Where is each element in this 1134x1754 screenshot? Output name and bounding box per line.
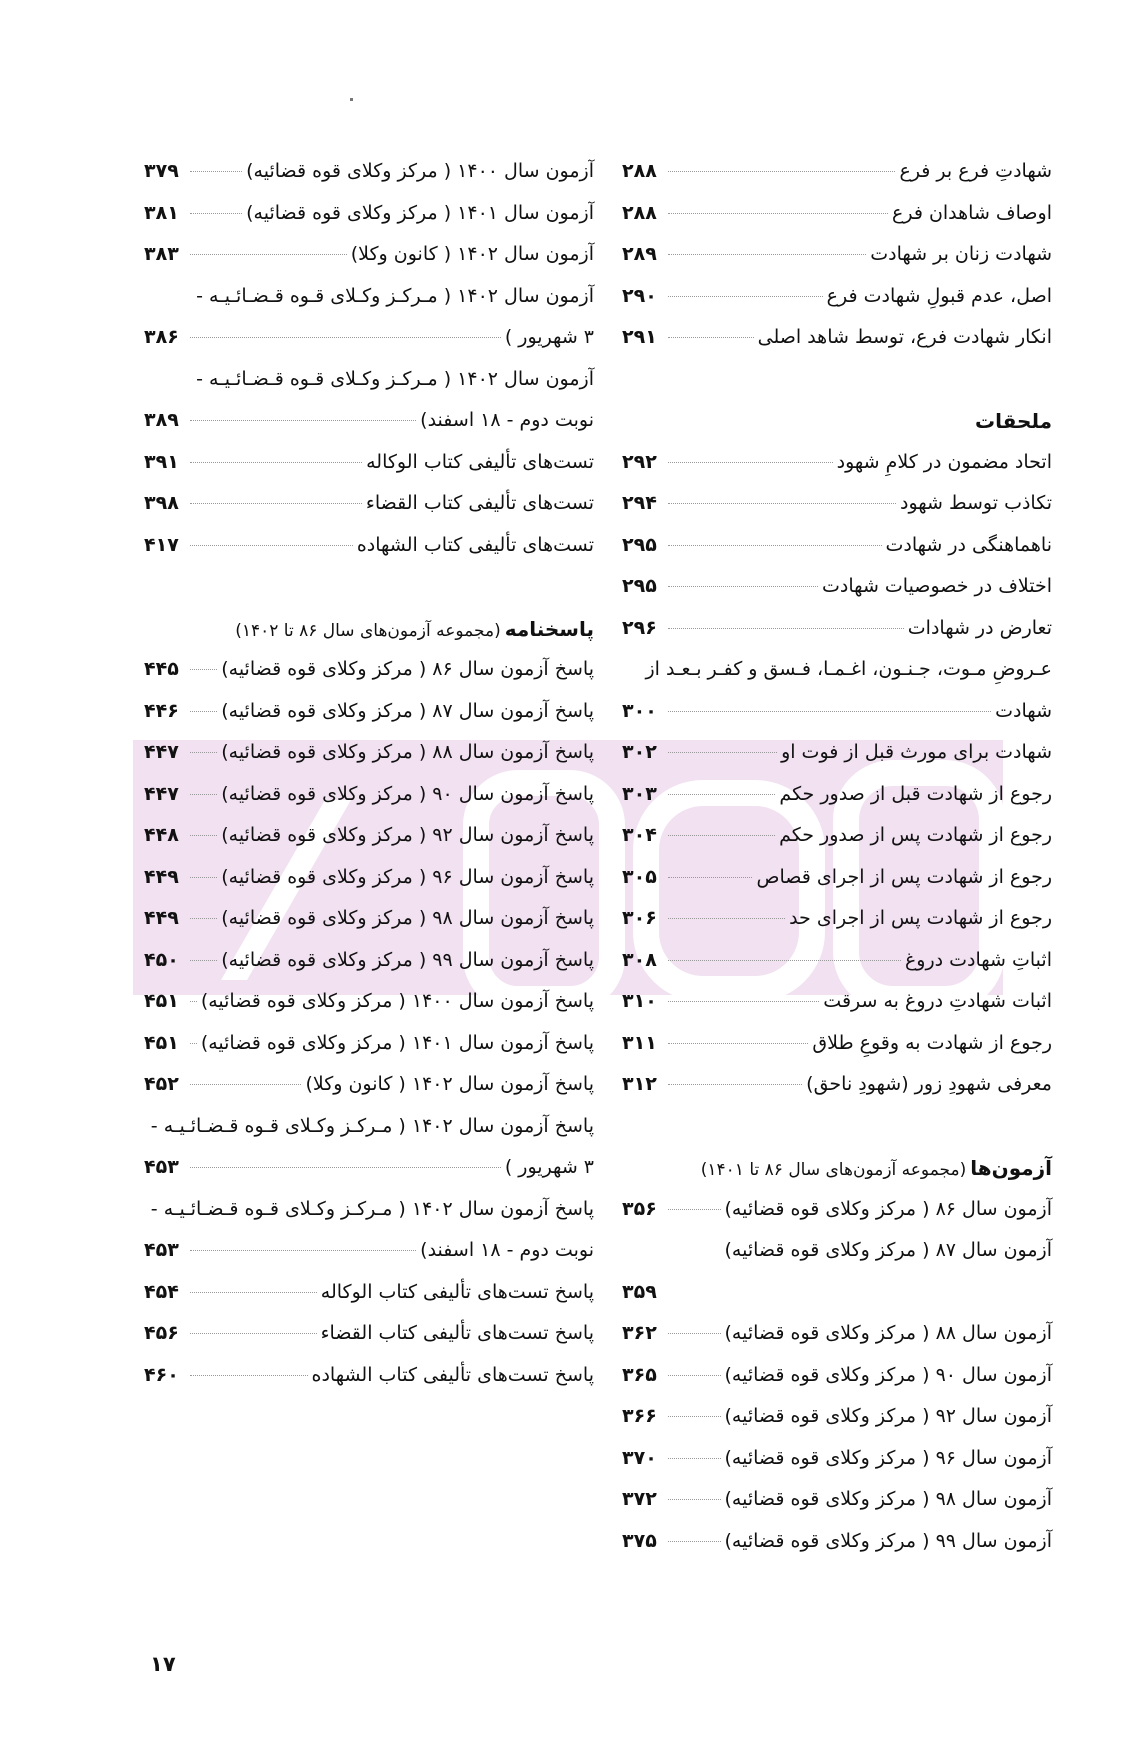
toc-entry-page: ۴۴۹ bbox=[144, 865, 179, 888]
toc-entry[interactable] bbox=[144, 700, 594, 742]
toc-entry-page: ۳۷۲ bbox=[622, 1488, 657, 1510]
toc-entry[interactable] bbox=[622, 326, 1052, 368]
toc-entry-title: رجوع از شهادت پس از اجرای قصاص bbox=[756, 865, 1052, 888]
toc-entry-page: ۳۷۹ bbox=[144, 160, 179, 182]
toc-entry-title: پاسخ آزمون سال ۹۰ ( مرکز وکلای قوه قضائیه) bbox=[221, 782, 594, 805]
dot-leader bbox=[668, 1001, 819, 1002]
toc-entry[interactable] bbox=[622, 1281, 1052, 1323]
toc-entry-title: نوبت دوم - ۱۸ اسفند) bbox=[420, 409, 594, 431]
toc-entry-page: ۳۰۵ bbox=[622, 865, 657, 888]
toc-entry-page: ۳۷۰ bbox=[622, 1446, 657, 1469]
toc-entry-title: پاسخ آزمون سال ۸۷ ( مرکز وکلای قوه قضائیه) bbox=[221, 699, 594, 722]
toc-entry-page: ۲۹۶ bbox=[622, 616, 657, 639]
toc-entry-page: ۲۸۸ bbox=[622, 160, 657, 182]
dot-leader bbox=[668, 1541, 721, 1542]
dot-leader bbox=[668, 213, 888, 214]
dot-leader bbox=[668, 1084, 802, 1085]
dot-leader bbox=[668, 752, 777, 753]
toc-entry[interactable] bbox=[622, 1322, 1052, 1364]
toc-entry[interactable] bbox=[144, 741, 594, 783]
dot-leader bbox=[668, 1333, 721, 1334]
toc-entry-title: رجوع از شهادت قبل از صدور حکم bbox=[779, 782, 1052, 805]
toc-entry[interactable] bbox=[144, 949, 594, 991]
toc-entry-title: عـروضِ مـوت، جـنـون، اغـمـا، فـسق و کفـر بـعـد از bbox=[645, 658, 1052, 680]
dot-leader bbox=[190, 503, 362, 504]
dot-leader bbox=[190, 711, 217, 712]
toc-right-column bbox=[622, 160, 1052, 1571]
dot-leader bbox=[190, 1375, 308, 1376]
toc-entry-title: پاسخ آزمون سال ۹۸ ( مرکز وکلای قوه قضائیه) bbox=[221, 907, 594, 929]
toc-entry-page: ۴۵۶ bbox=[144, 1322, 179, 1344]
toc-entry-page: ۴۴۷ bbox=[144, 741, 179, 763]
toc-entry[interactable] bbox=[622, 243, 1052, 285]
dot-leader bbox=[190, 420, 416, 421]
toc-entry[interactable] bbox=[622, 451, 1052, 493]
toc-entry-title: آزمون سال ۱۴۰۲ ( مـرکـز وکـلای قـوه قـضـائـیـه - bbox=[196, 284, 594, 307]
toc-entry[interactable] bbox=[622, 783, 1052, 825]
dot-leader bbox=[668, 171, 895, 172]
toc-entry-title: آزمون سال ۸۶ ( مرکز وکلای قوه قضائیه) bbox=[724, 1197, 1052, 1220]
toc-entry-page: ۴۵۰ bbox=[144, 948, 179, 971]
toc-entry[interactable] bbox=[144, 907, 594, 949]
toc-entry-page: ۳۱۰ bbox=[622, 990, 657, 1012]
toc-entry[interactable] bbox=[622, 1488, 1052, 1530]
toc-entry-title: شهادت برای مورث قبل از فوت او bbox=[781, 741, 1052, 763]
dot-leader bbox=[190, 1084, 301, 1085]
toc-entry-title: ناهماهنگی در شهادت bbox=[885, 533, 1052, 556]
toc-entry-title: پاسخ تست‌های تألیفی کتاب القضاء bbox=[320, 1322, 594, 1344]
toc-entry[interactable] bbox=[622, 866, 1052, 908]
toc-entry-title: تست‌های تألیفی کتاب الشهاده bbox=[356, 533, 594, 556]
toc-entry[interactable] bbox=[144, 1073, 594, 1115]
toc-entry[interactable] bbox=[622, 285, 1052, 327]
toc-entry[interactable] bbox=[622, 534, 1052, 576]
dot-leader bbox=[190, 669, 217, 670]
toc-entry-page: ۲۹۱ bbox=[622, 326, 657, 348]
toc-entry-page: ۳۰۸ bbox=[622, 948, 657, 971]
toc-entry-page: ۴۶۰ bbox=[144, 1363, 179, 1386]
toc-entry-title: آزمون سال ۹۲ ( مرکز وکلای قوه قضائیه) bbox=[724, 1405, 1052, 1427]
toc-entry-title: پاسخ آزمون سال ۹۹ ( مرکز وکلای قوه قضائیه) bbox=[221, 948, 594, 971]
toc-entry[interactable] bbox=[622, 575, 1052, 617]
toc-entry[interactable] bbox=[622, 1073, 1052, 1115]
toc-entry-title: رجوع از شهادت پس از صدور حکم bbox=[779, 824, 1052, 846]
toc-entry[interactable] bbox=[622, 907, 1052, 949]
toc-entry[interactable] bbox=[622, 160, 1052, 202]
toc-entry-title: آزمون سال ۱۴۰۰ ( مرکز وکلای قوه قضائیه) bbox=[246, 160, 594, 182]
toc-entry-title: پاسخ آزمون سال ۸۶ ( مرکز وکلای قوه قضائیه) bbox=[221, 658, 594, 680]
toc-left-column bbox=[144, 160, 594, 1405]
toc-entry-title: شهادت زنان بر شهادت bbox=[870, 243, 1052, 265]
dot-leader bbox=[668, 918, 785, 919]
toc-entry-title: اثباتِ شهادت دروغ bbox=[904, 948, 1052, 971]
scan-speck bbox=[350, 98, 353, 101]
dot-leader bbox=[190, 960, 217, 961]
toc-entry[interactable] bbox=[144, 783, 594, 825]
toc-entry[interactable] bbox=[622, 741, 1052, 783]
dot-leader bbox=[190, 1333, 317, 1334]
toc-entry[interactable] bbox=[144, 866, 594, 908]
toc-entry[interactable] bbox=[144, 1281, 594, 1323]
dot-leader bbox=[190, 545, 353, 546]
dot-leader bbox=[190, 1043, 197, 1044]
dot-leader bbox=[190, 1167, 501, 1168]
toc-entry-title: شهادتِ فرع بر فرع bbox=[899, 160, 1052, 182]
dot-leader bbox=[668, 337, 754, 338]
toc-entry-page: ۳۰۰ bbox=[622, 699, 657, 722]
dot-leader bbox=[190, 835, 217, 836]
toc-entry-title: ۳ شهریور ) bbox=[504, 326, 594, 348]
dot-leader bbox=[190, 918, 217, 919]
toc-entry[interactable] bbox=[622, 1447, 1052, 1489]
dot-leader bbox=[190, 1292, 317, 1293]
dot-leader bbox=[190, 213, 242, 214]
toc-entry-title: پاسخ آزمون سال ۱۴۰۲ ( کانون وکلا) bbox=[305, 1073, 594, 1095]
dot-leader bbox=[668, 296, 823, 297]
toc-entry[interactable] bbox=[144, 824, 594, 866]
toc-entry-title: اوصاف شاهدان فرع bbox=[892, 201, 1052, 224]
dot-leader bbox=[668, 1458, 721, 1459]
toc-entry[interactable] bbox=[622, 990, 1052, 1032]
toc-entry-page: ۴۵۳ bbox=[144, 1156, 179, 1178]
dot-leader bbox=[190, 1001, 197, 1002]
section-heading-exams bbox=[622, 1156, 1052, 1198]
toc-entry-title: نوبت دوم - ۱۸ اسفند) bbox=[420, 1239, 594, 1261]
toc-entry-page: ۴۴۷ bbox=[144, 782, 179, 805]
dot-leader bbox=[668, 1499, 721, 1500]
dot-leader bbox=[668, 462, 833, 463]
toc-entry[interactable] bbox=[622, 1405, 1052, 1447]
toc-entry[interactable] bbox=[144, 1198, 594, 1240]
toc-entry-page: ۳۶۶ bbox=[622, 1405, 657, 1427]
toc-entry[interactable] bbox=[622, 492, 1052, 534]
toc-entry[interactable] bbox=[622, 1239, 1052, 1281]
dot-leader bbox=[668, 960, 901, 961]
toc-entry[interactable] bbox=[144, 243, 594, 285]
toc-entry-title: پاسخ تست‌های تألیفی کتاب الوکاله bbox=[320, 1280, 594, 1303]
toc-entry-page: ۴۵۱ bbox=[144, 1031, 179, 1054]
toc-entry-page: ۴۴۹ bbox=[144, 907, 179, 929]
dot-leader bbox=[668, 1375, 721, 1376]
toc-entry[interactable] bbox=[144, 1156, 594, 1198]
dot-leader bbox=[668, 503, 896, 504]
toc-entry[interactable] bbox=[144, 451, 594, 493]
dot-leader bbox=[668, 1416, 721, 1417]
section-heading-appendix bbox=[622, 409, 1052, 451]
dot-leader bbox=[668, 1043, 808, 1044]
toc-entry-title: شهادت bbox=[995, 699, 1052, 722]
toc-entry[interactable] bbox=[144, 326, 594, 368]
toc-entry-title: انکار شهادت فرع، توسط شاهد اصلی bbox=[757, 326, 1052, 348]
toc-entry-title: اثبات شهادتِ دروغ به سرقت bbox=[823, 990, 1052, 1012]
toc-entry-page: ۳۸۶ bbox=[144, 326, 179, 348]
toc-entry-page: ۳۸۱ bbox=[144, 201, 179, 224]
dot-leader bbox=[190, 752, 217, 753]
toc-entry-page: ۴۵۴ bbox=[144, 1280, 179, 1303]
toc-entry-title: تعارض در شهادات bbox=[907, 616, 1052, 639]
toc-entry-page: ۳۹۱ bbox=[144, 450, 179, 473]
dot-leader bbox=[190, 794, 217, 795]
toc-entry[interactable] bbox=[144, 1032, 594, 1074]
toc-entry[interactable] bbox=[144, 202, 594, 244]
toc-entry[interactable] bbox=[622, 1530, 1052, 1572]
dot-leader bbox=[668, 1209, 721, 1210]
toc-entry-page: ۳۶۵ bbox=[622, 1363, 657, 1386]
section-title: ملحقات bbox=[975, 409, 1052, 433]
toc-entry-title: آزمون سال ۸۷ ( مرکز وکلای قوه قضائیه) bbox=[724, 1239, 1052, 1261]
dot-leader bbox=[668, 545, 882, 546]
toc-entry-page: ۳۰۲ bbox=[622, 741, 657, 763]
toc-entry[interactable] bbox=[144, 492, 594, 534]
toc-entry-page: ۳۹۸ bbox=[144, 492, 179, 514]
toc-entry-page: ۴۴۸ bbox=[144, 824, 179, 846]
dot-leader bbox=[190, 462, 362, 463]
toc-entry[interactable] bbox=[622, 202, 1052, 244]
toc-entry-page: ۳۸۹ bbox=[144, 409, 179, 431]
toc-entry[interactable] bbox=[144, 409, 594, 451]
toc-entry-page: ۳۰۶ bbox=[622, 907, 657, 929]
dot-leader bbox=[668, 711, 991, 712]
toc-entry-page: ۴۴۶ bbox=[144, 699, 179, 722]
dot-leader bbox=[190, 337, 501, 338]
toc-entry[interactable] bbox=[622, 1364, 1052, 1406]
toc-entry-page: ۳۷۵ bbox=[622, 1529, 657, 1552]
dot-leader bbox=[668, 628, 904, 629]
toc-entry-page: ۳۰۴ bbox=[622, 824, 657, 846]
section-subtitle: (مجموعه آزمون‌های سال ۸۶ تا ۱۴۰۲) bbox=[235, 620, 501, 641]
toc-entry-title: پاسخ تست‌های تألیفی کتاب الشهاده bbox=[311, 1363, 594, 1386]
toc-entry[interactable] bbox=[144, 1322, 594, 1364]
toc-entry-page: ۴۴۵ bbox=[144, 658, 179, 680]
toc-entry[interactable] bbox=[144, 285, 594, 327]
dot-leader bbox=[190, 171, 242, 172]
toc-entry[interactable] bbox=[622, 700, 1052, 742]
page-number: ۱۷ bbox=[150, 1652, 176, 1676]
toc-entry-page: ۳۱۲ bbox=[622, 1073, 657, 1095]
dot-leader bbox=[668, 835, 775, 836]
toc-entry-page: ۴۵۳ bbox=[144, 1239, 179, 1261]
toc-entry-title: تکاذب توسط شهود bbox=[899, 492, 1052, 514]
toc-entry[interactable] bbox=[144, 160, 594, 202]
toc-entry[interactable] bbox=[622, 1032, 1052, 1074]
toc-entry[interactable] bbox=[144, 368, 594, 410]
dot-leader bbox=[668, 794, 775, 795]
toc-entry-title: پاسخ آزمون سال ۹۶ ( مرکز وکلای قوه قضائیه) bbox=[221, 865, 594, 888]
toc-entry-title: پاسخ آزمون سال ۸۸ ( مرکز وکلای قوه قضائیه) bbox=[221, 741, 594, 763]
toc-entry-title: پاسخ آزمون سال ۱۴۰۰ ( مرکز وکلای قوه قضائیه) bbox=[200, 990, 594, 1012]
toc-entry-title: معرفی شهودِ زور (شهودِ ناحق) bbox=[806, 1073, 1052, 1095]
toc-entry-page: ۲۹۵ bbox=[622, 575, 657, 597]
toc-entry-title: آزمون سال ۹۶ ( مرکز وکلای قوه قضائیه) bbox=[724, 1446, 1052, 1469]
toc-entry-title: اصل، عدم قبولِ شهادت فرع bbox=[826, 284, 1052, 307]
toc-entry-page: ۲۹۴ bbox=[622, 492, 657, 514]
toc-entry[interactable] bbox=[144, 1115, 594, 1157]
toc-entry-title: پاسخ آزمون سال ۱۴۰۱ ( مرکز وکلای قوه قضائیه) bbox=[200, 1031, 594, 1054]
toc-entry-page: ۳۸۳ bbox=[144, 243, 179, 265]
toc-entry[interactable] bbox=[622, 949, 1052, 991]
toc-entry[interactable] bbox=[144, 658, 594, 700]
toc-entry[interactable] bbox=[144, 1239, 594, 1281]
toc-entry-page: ۲۸۸ bbox=[622, 201, 657, 224]
toc-entry-page: ۴۱۷ bbox=[144, 533, 179, 556]
toc-entry-title: اتحاد مضمون در کلامِ شهود bbox=[836, 450, 1052, 473]
toc-entry-page: ۳۱۱ bbox=[622, 1031, 657, 1054]
toc-entry[interactable] bbox=[622, 824, 1052, 866]
toc-entry-title: پاسخ آزمون سال ۹۲ ( مرکز وکلای قوه قضائیه) bbox=[221, 824, 594, 846]
toc-entry-page: ۲۹۲ bbox=[622, 450, 657, 473]
toc-entry-page: ۳۵۶ bbox=[622, 1197, 657, 1220]
dot-leader bbox=[668, 254, 866, 255]
toc-entry-title: تست‌های تألیفی کتاب الوکاله bbox=[366, 450, 594, 473]
toc-entry-title: آزمون سال ۹۸ ( مرکز وکلای قوه قضائیه) bbox=[724, 1488, 1052, 1510]
section-title: آزمون‌ها bbox=[970, 1156, 1052, 1180]
toc-entry[interactable] bbox=[144, 990, 594, 1032]
toc-entry-title: آزمون سال ۱۴۰۲ ( کانون وکلا) bbox=[350, 243, 594, 265]
dot-leader bbox=[668, 877, 752, 878]
toc-entry-page: ۴۵۲ bbox=[144, 1073, 179, 1095]
toc-entry-title: پاسخ آزمون سال ۱۴۰۲ ( مـرکـز وکـلای قـوه قـضـائـیـه - bbox=[150, 1114, 594, 1137]
toc-entry-title: رجوع از شهادت به وقوعِ طلاق bbox=[812, 1031, 1052, 1054]
toc-entry-page: ۴۵۱ bbox=[144, 990, 179, 1012]
toc-entry-title: آزمون سال ۱۴۰۱ ( مرکز وکلای قوه قضائیه) bbox=[246, 201, 594, 224]
toc-entry[interactable] bbox=[622, 658, 1052, 700]
section-heading-answers bbox=[144, 617, 594, 659]
toc-entry[interactable] bbox=[144, 1364, 594, 1406]
toc-entry-title: پاسخ آزمون سال ۱۴۰۲ ( مـرکـز وکـلای قـوه قـضـائـیـه - bbox=[150, 1197, 594, 1220]
dot-leader bbox=[190, 877, 217, 878]
toc-entry[interactable] bbox=[144, 534, 594, 576]
toc-entry-title: ۳ شهریور ) bbox=[504, 1156, 594, 1178]
toc-entry-title: تست‌های تألیفی کتاب القضاء bbox=[365, 492, 594, 514]
toc-entry[interactable] bbox=[622, 1198, 1052, 1240]
toc-entry-title: رجوع از شهادت پس از اجرای حد bbox=[789, 907, 1052, 929]
toc-entry-title: آزمون سال ۹۹ ( مرکز وکلای قوه قضائیه) bbox=[724, 1529, 1052, 1552]
dot-leader bbox=[190, 1250, 416, 1251]
toc-entry[interactable] bbox=[622, 617, 1052, 659]
section-title: پاسخنامه bbox=[504, 616, 594, 641]
toc-entry-page: ۳۶۲ bbox=[622, 1322, 657, 1344]
toc-entry-title: اختلاف در خصوصیات شهادت bbox=[822, 575, 1052, 597]
toc-entry-page: ۲۸۹ bbox=[622, 243, 657, 265]
dot-leader bbox=[668, 586, 818, 587]
toc-entry-page: ۲۹۵ bbox=[622, 533, 657, 556]
section-subtitle: (مجموعه آزمون‌های سال ۸۶ تا ۱۴۰۱) bbox=[700, 1160, 967, 1180]
toc-entry-title: آزمون سال ۸۸ ( مرکز وکلای قوه قضائیه) bbox=[724, 1322, 1052, 1344]
toc-entry-title: آزمون سال ۱۴۰۲ ( مـرکـز وکـلای قـوه قـضـائـیـه - bbox=[196, 367, 594, 390]
dot-leader bbox=[190, 254, 347, 255]
toc-entry-page: ۳۵۹ bbox=[622, 1280, 657, 1303]
toc-entry-page: ۲۹۰ bbox=[622, 284, 657, 307]
toc-entry-page: ۳۰۳ bbox=[622, 782, 657, 805]
toc-entry-title: آزمون سال ۹۰ ( مرکز وکلای قوه قضائیه) bbox=[724, 1363, 1052, 1386]
